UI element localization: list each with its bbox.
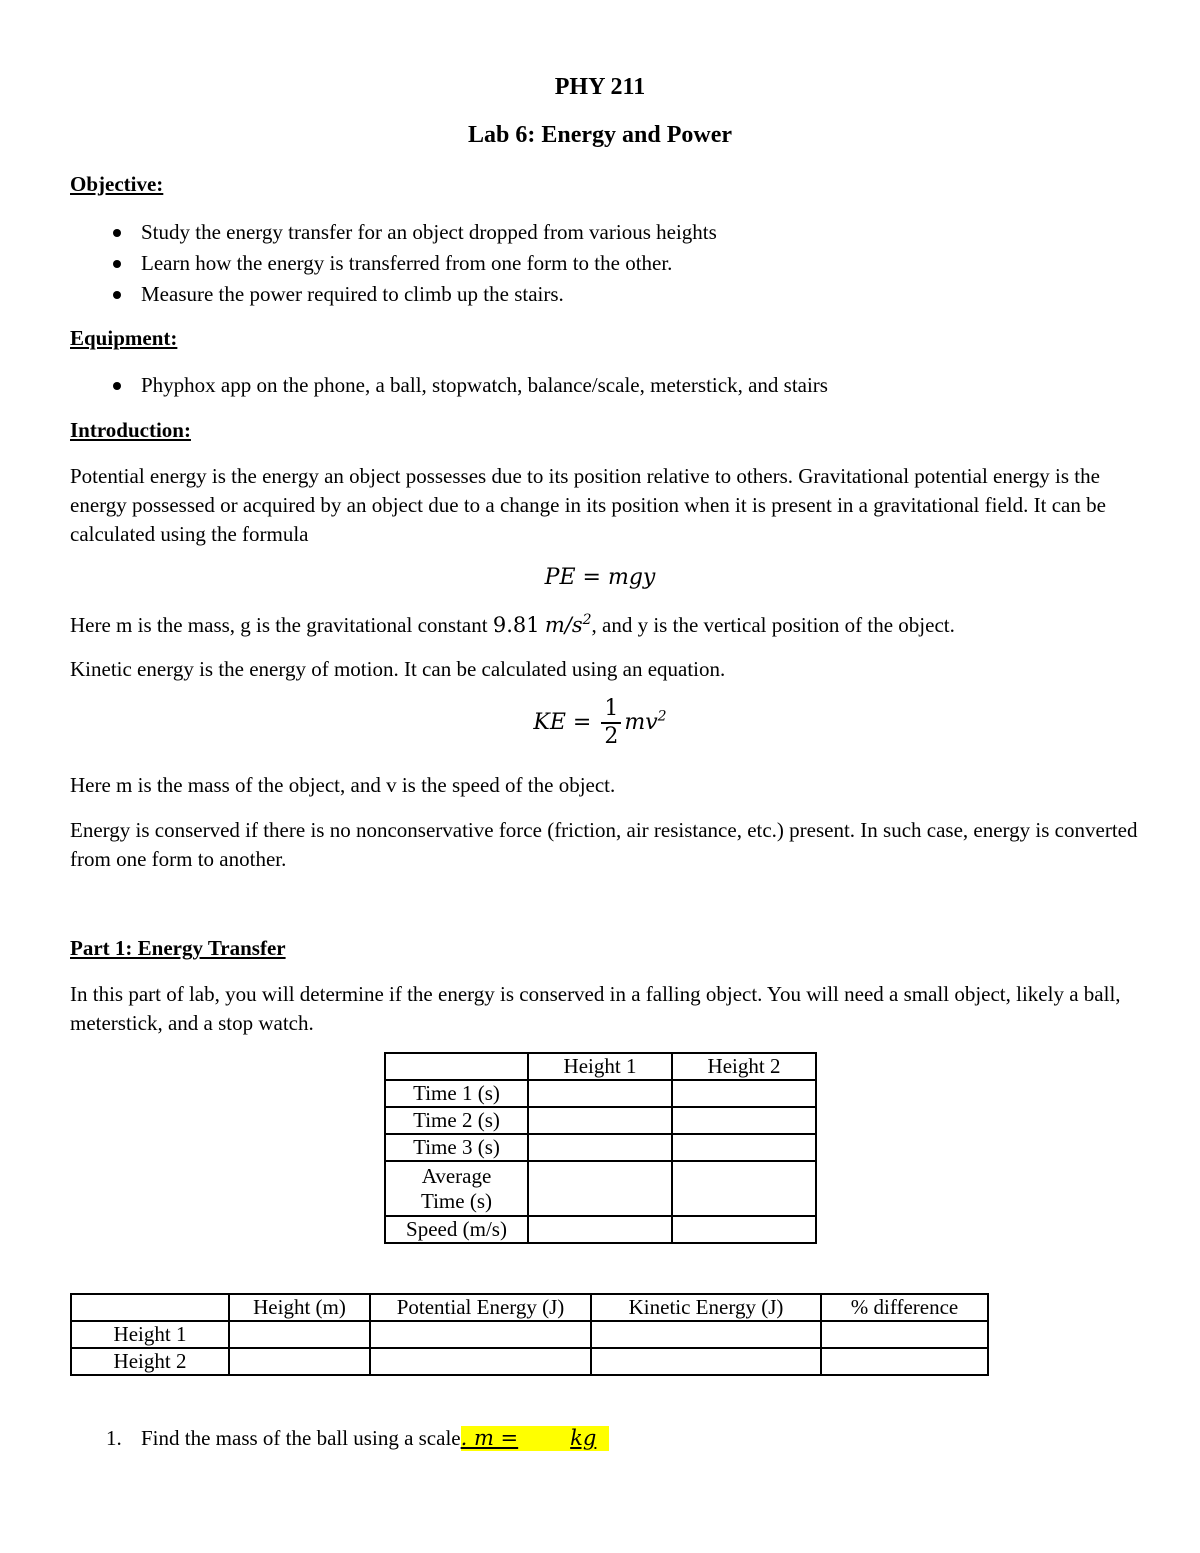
introduction-heading: Introduction: <box>70 418 191 442</box>
table-header-cell <box>71 1294 229 1321</box>
equipment-item: Phyphox app on the phone, a ball, stopwatch, balance/scale, meterstick, and stairs <box>141 373 828 397</box>
ke-lhs: KE = <box>533 710 592 735</box>
table-cell[interactable] <box>821 1321 988 1348</box>
step-1 <box>141 1426 609 1451</box>
table-cell[interactable] <box>370 1321 591 1348</box>
pe-formula: PE = mgy <box>544 565 656 590</box>
table-row <box>385 1107 816 1134</box>
intro-paragraph-5: Energy is conserved if there is no nonconservative force (friction, air resistance, etc.) present. In such case, energy is converted from one form to another. <box>70 818 1138 871</box>
table-row <box>71 1321 988 1348</box>
intro-paragraph-1: Potential energy is the energy an object possesses due to its position relative to others. Gravitational potential energy is the energy possessed or acquired by an object due to a change in its position when it is present in a gravitational field. It can be calculated using the formula <box>70 464 1106 546</box>
bullet-icon <box>113 260 121 268</box>
row-label: Time 3 (s) <box>385 1134 528 1161</box>
table-row <box>71 1348 988 1375</box>
row-label: Speed (m/s) <box>385 1216 528 1243</box>
table-cell[interactable] <box>672 1134 816 1161</box>
intro-paragraph-4: Here m is the mass of the object, and v is the speed of the object. <box>70 773 616 797</box>
table-header-cell: Height (m) <box>229 1294 370 1321</box>
ke-numerator: 1 <box>601 698 621 724</box>
row-label: Average Time (s) <box>385 1161 528 1216</box>
mass-answer-unit: kg <box>570 1426 597 1450</box>
bullet-icon <box>113 382 121 390</box>
table-cell[interactable] <box>821 1348 988 1375</box>
ke-fraction <box>601 698 621 748</box>
text: , and y is the vertical position of the object. <box>591 613 955 637</box>
table-header-cell: % difference <box>821 1294 988 1321</box>
time-speed-table <box>384 1052 817 1244</box>
table-cell[interactable] <box>528 1080 672 1107</box>
table-cell[interactable] <box>591 1348 821 1375</box>
gravity-constant: 9.81 <box>492 613 540 637</box>
course-title: PHY 211 <box>554 74 646 100</box>
ke-formula <box>0 698 1200 748</box>
step-1-text: Find the mass of the ball using a scale <box>141 1426 461 1450</box>
table-cell[interactable] <box>370 1348 591 1375</box>
energy-table <box>70 1293 989 1376</box>
table-row <box>385 1216 816 1243</box>
intro-paragraph-2 <box>70 612 955 638</box>
objective-item: Learn how the energy is transferred from one form to the other. <box>141 251 673 275</box>
bullet-icon <box>113 229 121 237</box>
equipment-heading: Equipment: <box>70 326 178 350</box>
table-cell[interactable] <box>672 1107 816 1134</box>
part1-heading: Part 1: Energy Transfer <box>70 936 286 960</box>
ke-rhs: mv <box>624 710 658 735</box>
table-header-cell <box>385 1053 528 1080</box>
part1-intro: In this part of lab, you will determine if the energy is conserved in a falling object. You will need a small object, likely a ball, meterstick, and a stop watch. <box>70 982 1121 1035</box>
table-header-row <box>71 1294 988 1321</box>
table-cell[interactable] <box>672 1216 816 1243</box>
objective-item: Measure the power required to climb up the stairs. <box>141 282 564 306</box>
table-header-cell: Kinetic Energy (J) <box>591 1294 821 1321</box>
objective-heading: Objective: <box>70 172 164 196</box>
table-header-row <box>385 1053 816 1080</box>
table-cell[interactable] <box>528 1161 672 1216</box>
ke-denominator: 2 <box>604 724 619 749</box>
mass-answer-prefix: . m = <box>460 1426 519 1450</box>
bullet-icon <box>113 291 121 299</box>
row-label: Time 1 (s) <box>385 1080 528 1107</box>
table-cell[interactable] <box>672 1161 816 1216</box>
objective-item: Study the energy transfer for an object dropped from various heights <box>141 220 717 244</box>
gravity-unit-exponent: 2 <box>582 612 592 628</box>
text: Here m is the mass, g is the gravitational constant <box>70 613 493 637</box>
lab-title: Lab 6: Energy and Power <box>468 122 732 148</box>
table-header-cell: Height 2 <box>672 1053 816 1080</box>
table-header-cell: Height 1 <box>528 1053 672 1080</box>
table-row <box>385 1134 816 1161</box>
table-cell[interactable] <box>528 1216 672 1243</box>
table-cell[interactable] <box>229 1348 370 1375</box>
intro-paragraph-3: Kinetic energy is the energy of motion. It can be calculated using an equation. <box>70 657 726 681</box>
ke-exponent: 2 <box>657 708 667 725</box>
mass-answer-field[interactable] <box>461 1426 609 1451</box>
row-label: Height 1 <box>71 1321 229 1348</box>
table-row <box>385 1161 816 1216</box>
table-cell[interactable] <box>591 1321 821 1348</box>
table-row <box>385 1080 816 1107</box>
table-cell[interactable] <box>528 1134 672 1161</box>
gravity-unit: m/s <box>544 613 583 637</box>
table-cell[interactable] <box>229 1321 370 1348</box>
table-cell[interactable] <box>528 1107 672 1134</box>
table-header-cell: Potential Energy (J) <box>370 1294 591 1321</box>
row-label: Height 2 <box>71 1348 229 1375</box>
step-1-number: 1. <box>106 1426 122 1450</box>
row-label: Time 2 (s) <box>385 1107 528 1134</box>
table-cell[interactable] <box>672 1080 816 1107</box>
